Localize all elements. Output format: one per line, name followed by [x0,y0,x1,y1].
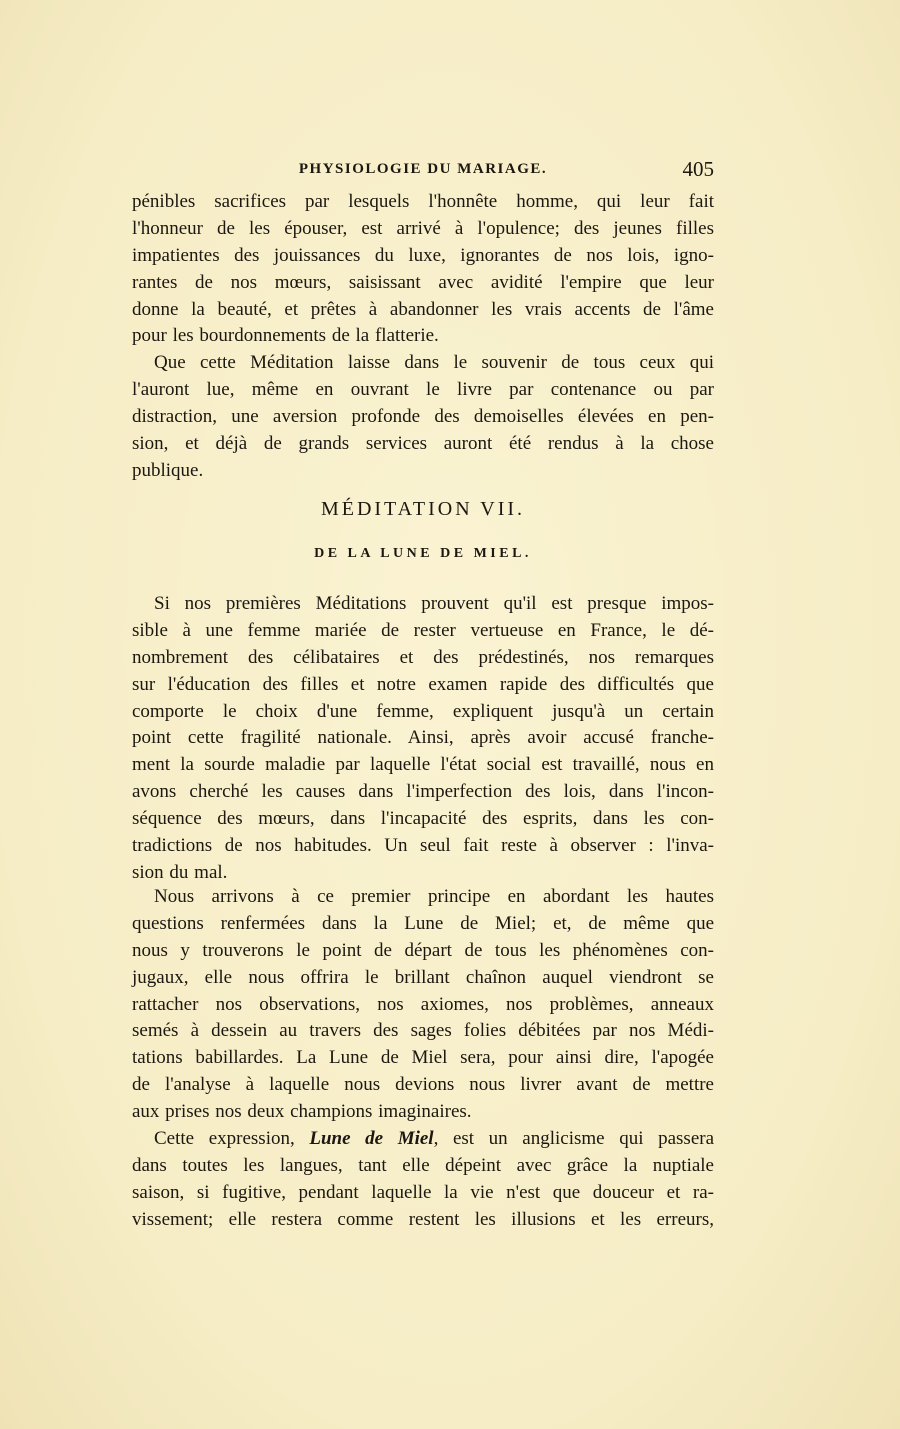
text-line [132,1126,714,1153]
text-line: vissement; elle restera comme restent les illusions et les erreurs, [132,1208,714,1230]
text-line: sion du mal. [132,861,228,883]
text-line: impatientes des jouissances du luxe, ignorantes de nos lois, igno- [132,244,714,266]
text-line: questions renfermées dans la Lune de Miel; et, de même que [132,912,714,934]
italic-term: Lune de Miel [309,1128,434,1149]
text-line: jugaux, elle nous offrira le brillant chaînon auquel viendront se [132,966,714,988]
text-line: dans toutes les langues, tant elle dépeint avec grâce la nuptiale [132,1154,714,1176]
running-title: PHYSIOLOGIE DU MARIAGE. [298,161,548,177]
text-line: semés à dessein au travers des sages folies débitées par nos Médi- [132,1020,714,1042]
chapter-title: MÉDITATION VII. [320,498,526,520]
text-line: avons cherché les causes dans l'imperfection des lois, dans l'incon- [132,781,714,803]
text-line: sible à une femme mariée de rester vertueuse en France, le dé- [132,619,714,641]
text-line: aux prises nos deux champions imaginaires. [132,1101,472,1123]
text-line: sion, et déjà de grands services auront été rendus à la chose [132,432,714,454]
text-line: saison, si fugitive, pendant laquelle la vie n'est que douceur et ra- [132,1181,714,1203]
text-line: rantes de nos mœurs, saisissant avec avidité l'empire que leur [132,271,714,293]
page-header [132,157,714,185]
chapter-subtitle: DE LA LUNE DE MIEL. [314,546,532,561]
paragraph-5 [132,1126,714,1234]
text-line: nombrement des célibataires et des prédestinés, nos remarques [132,646,714,668]
text-line: Que cette Méditation laisse dans le souvenir de tous ceux qui [154,352,714,373]
text-line: Si nos premières Méditations prouvent qu'il est presque impos- [154,593,714,614]
paragraph-2 [132,350,714,484]
text-line: publique. [132,459,204,481]
paragraph-1 [132,189,714,350]
text-line: donne la beauté, et prêtes à abandonner les vrais accents de l'âme [132,298,714,320]
text-line: point cette fragilité nationale. Ainsi, après avoir accusé franche- [132,727,714,749]
text-line: pour les bourdonnements de la flatterie. [132,325,439,347]
text-line: Nous arrivons à ce premier principe en abordant les hautes [154,886,714,907]
text-line: nous y trouverons le point de départ de tous les phénomènes con- [132,939,714,961]
text-line: l'honneur de les épouser, est arrivé à l'opulence; des jeunes filles [132,217,714,239]
text-line: distraction, une aversion profonde des demoiselles élevées en pen- [132,405,714,427]
page-number: 405 [682,157,714,181]
text-line: rattacher nos observations, nos axiomes, nos problèmes, anneaux [132,993,714,1015]
text-line: séquence des mœurs, dans l'incapacité des esprits, dans les con- [132,808,714,830]
paragraph-3 [132,591,714,887]
text-line: ment la sourde maladie par laquelle l'état social est travaillé, nous en [132,754,714,776]
text-line: pénibles sacrifices par lesquels l'honnête homme, qui leur fait [132,191,714,212]
text-line: tradictions de nos habitudes. Un seul fait reste à observer : l'inva- [132,835,714,857]
paragraph-4 [132,884,714,1126]
text-line: l'auront lue, même en ouvrant le livre par contenance ou par [132,378,714,400]
text-line: comporte le choix d'une femme, expliquent jusqu'à un certain [132,700,714,722]
text-line: de l'analyse à laquelle nous devions nous livrer avant de mettre [132,1074,714,1096]
text-segment: , est un anglicisme qui passera [433,1128,715,1149]
text-line: sur l'éducation des filles et notre examen rapide des difficultés que [132,673,714,695]
text-segment: Cette expression, [154,1128,295,1149]
text-line: tations babillardes. La Lune de Miel sera, pour ainsi dire, l'apogée [132,1047,714,1069]
